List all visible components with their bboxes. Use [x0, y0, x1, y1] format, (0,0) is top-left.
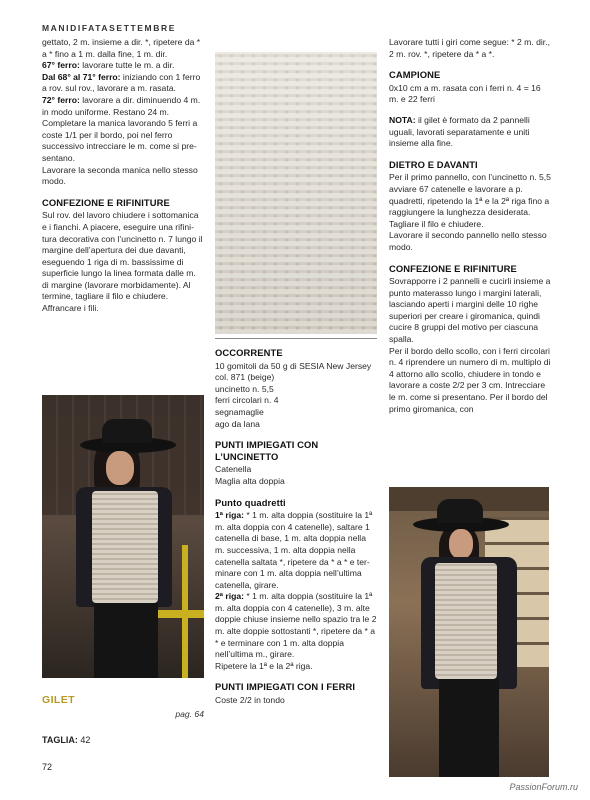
- list-item: segnamaglie: [215, 406, 264, 417]
- paragraph: [42, 95, 204, 118]
- paragraph: Per il primo pannello, con l’uncinetto n. 5,5 avviare 67 catenelle e lavorare a p. quadretti, ripetendo la 1ª e la 2ª riga fino a raggiungere la lunghezza desiderata. Tagliare il filo e chiudere.: [389, 172, 551, 229]
- list-item: Catenella: [215, 464, 252, 475]
- paragraph: [42, 60, 204, 72]
- size-value: 42: [77, 735, 91, 745]
- row-label: 67° ferro:: [42, 60, 80, 71]
- divider: [215, 338, 377, 339]
- row-label: 72° ferro:: [42, 94, 80, 105]
- section-heading: CONFEZIONE E RIFINITURE: [42, 196, 170, 208]
- list-item: ago da lana: [215, 418, 260, 429]
- list-item: Maglia alta doppia: [215, 475, 285, 486]
- column-middle: [215, 347, 377, 707]
- size-label: TAGLIA:: [42, 735, 78, 745]
- paragraph: [389, 115, 551, 150]
- list-item: uncinetto n. 5,5: [215, 383, 274, 394]
- paragraph: 0x10 cm a m. rasata con i ferri n. 4 = 16 m. e 22 ferri: [389, 82, 541, 105]
- row-text: iniziando con 1 ferro a rov. sul rov., lavorare a m. rasata.: [42, 71, 201, 94]
- model-photo-side: [389, 487, 549, 777]
- row-label: 2ª riga:: [215, 591, 244, 602]
- paragraph: 10 gomitoli da 50 g di SESIA New Jersey col. 871 (beige): [215, 360, 372, 383]
- paragraph: [42, 72, 204, 95]
- masthead: MANIDIFATASETTEMBRE: [42, 23, 176, 33]
- note-text: il gilet è formato da 2 pannelli uguali, lavorati separatamente e uniti insieme alla fine.: [389, 114, 530, 149]
- row-text: lavorare a dir. diminuendo 4 m. in modo uniforme. Restano 24 m.: [42, 94, 201, 117]
- section-heading: CONFEZIONE E RIFINITURE: [389, 262, 517, 274]
- section-heading: Punto quadretti: [215, 496, 286, 508]
- section-heading: DIETRO E DAVANTI: [389, 158, 478, 170]
- note-label: NOTA:: [389, 114, 416, 125]
- row-label: Dal 68° al 71° ferro:: [42, 71, 121, 82]
- row-label: 1ª riga:: [215, 510, 244, 521]
- paragraph: gettato, 2 m. insieme a dir. *, ripetere da * a * fino a 1 m. dalla fine, 1 m. dir.: [42, 37, 201, 59]
- row-text: lavorare tutte le m. a dir.: [79, 60, 175, 71]
- paragraph: Lavorare il secondo pannello nello stesso modo.: [389, 230, 547, 252]
- paragraph: Lavorare la seconda manica nello stesso modo.: [42, 164, 198, 187]
- section-heading: OCCORRENTE: [215, 347, 283, 358]
- row-text: * 1 m. alta doppia (sostituire la 1ª m. alta doppia con 4 catenelle), 3 m. alte doppie chiuse insieme nello spazio tra le 2 m. alte doppie sottostanti *, ripetere da * a * e terminare con 1 m. alta doppia nell’ultima m., girare.: [215, 591, 377, 660]
- paragraph: [215, 510, 377, 591]
- paragraph: Ripetere la 1ª e la 2ª riga.: [215, 660, 313, 671]
- paragraph: Per il bordo dello scollo, con i ferri circolari n. 4 riprendere un numero di m. multiplo di 4 attorno allo scollo, chiudere in tondo e lavorare a coste 2/2 per 3 cm. Intrecciare le m. come si presentano. Per il bordo del primo giromanica, con: [389, 345, 551, 414]
- paragraph: Sul rov. del lavoro chiudere i sottomanica e i fianchi. A piacere, eseguire una rifinitura decorativa con l’uncinetto n. 7 lungo il margine dell’apertura dei due davanti, eseguendo 1 riga di m. bassissime di superficie lungo la linea formata dalle m. di margine (lavorare morbidamente). Al termine, tagliare il filo e chiudere. Affrancare i fili.: [42, 210, 203, 314]
- paragraph: Coste 2/2 in tondo: [215, 695, 285, 706]
- knit-swatch-photo: [215, 52, 377, 334]
- column-left: [42, 37, 204, 315]
- section-heading: PUNTI IMPIEGATI CON L’UNCINETTO: [215, 439, 319, 462]
- paragraph: Lavorare tutti i giri come segue: * 2 m. dir., 2 m. rov. *, ripetere da * a *.: [389, 37, 550, 59]
- paragraph: Sovrapporre i 2 pannelli e cucirli insieme a punto materasso lungo i margini laterali, lasciando aperti i margini delle 10 righe superiori per creare i giromanica, quindi cucire 8 gruppi del motivo per ciascuna spalla.: [389, 276, 551, 345]
- column-right: [389, 37, 551, 415]
- section-heading: PUNTI IMPIEGATI CON I FERRI: [215, 681, 356, 693]
- page-reference: pag. 64: [175, 709, 204, 719]
- page-number: 72: [42, 762, 53, 772]
- paragraph: Completare la manica lavorando 5 ferri a coste 1/1 per il bordo, poi nel ferro successivo intrecciare le m. come si presentano.: [42, 118, 198, 163]
- garment-title: GILET: [42, 694, 75, 706]
- model-photo-front: [42, 395, 204, 678]
- watermark: PassionForum.ru: [509, 782, 578, 792]
- size-info: [42, 735, 90, 745]
- row-text: * 1 m. alta doppia (sostituire la 1ª m. alta doppia con 4 catenelle), saltare 1 catenella di base, 1 m. alta doppia nella m. successiva, 1 m. alta doppia nella catenella saltata *, ripetere da * a * e terminare con 1 m. alta doppia nell’ultima catenella, girare.: [215, 510, 373, 590]
- paragraph: [215, 591, 377, 661]
- list-item: ferri circolari n. 4: [215, 395, 279, 406]
- section-heading: CAMPIONE: [389, 69, 441, 81]
